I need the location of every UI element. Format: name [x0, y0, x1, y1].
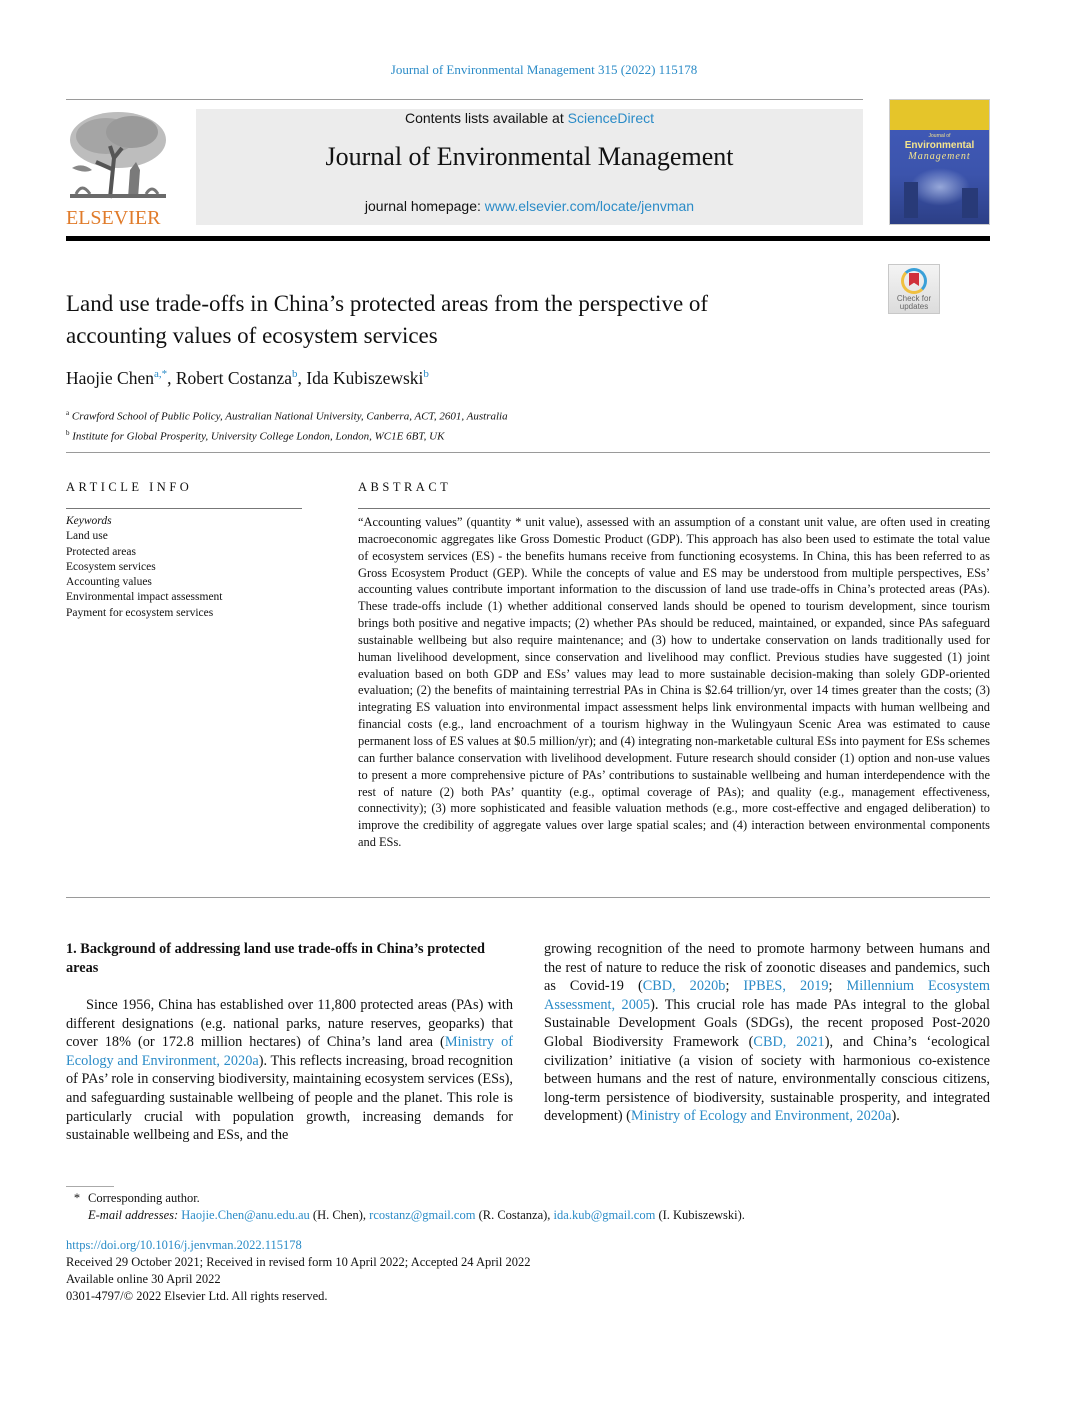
author-separator: ,	[167, 368, 176, 388]
body-text: ;	[828, 978, 847, 995]
email-owner: (R. Costanza),	[475, 1208, 554, 1222]
journal-cover-image[interactable]	[889, 99, 990, 225]
abstract-label: ABSTRACT	[358, 480, 452, 494]
keyword: Protected areas	[66, 545, 136, 558]
citation-link[interactable]: Millennium Ecosystem Assessment, 2005	[544, 978, 990, 1013]
doi-link[interactable]: https://doi.org/10.1016/j.jenvman.2022.115178	[66, 1238, 302, 1252]
homepage-prefix: journal homepage:	[364, 198, 485, 214]
abstract-text: “Accounting values” (quantity * unit value), assessed with an assumption of a constant unit value, are often used in creating macroeconomic aggregates like Gross Domestic Product (GDP). This approach has also been used to estimate the total value of ecosystem services (ES) - the benefits humans receive from functioning ecosystems. In China, this has been referred to as Gross Ecosystem Product (GEP). While the concepts of value and ES may be understood from multiple perspectives, ESs’ accounting values contribute important information to the discussion of land use trade-offs in China’s protected areas (PAs). These trade-offs include (1) whether additional conserved lands should be opened to tourism development, since tourism brings both positive and negative impacts; (2) whether PAs should be reduced, maintained, or expanded, since PAs safeguard sustainable wellbeing but also require maintenance; and (3) how to undertake conservation on lands traditionally used for human livelihood development, since conservation and livelihood may conflict. Previous studies have suggested (1) joint evaluation based on both GDP and ESs’ values may lead to more sustainable decision-making than solely GDP-oriented evaluation; (2) the benefits of maintaining terrestrial PAs in China is $2.64 trillion/yr, over 14 times greater than the costs; (3) integrating ES valuation into environmental impact assessment helps link environmental impacts with human wellbeing and financial costs (e.g., land encroachment of a tourism highway in the Wulingyaun Scenic Area was estimated to cause permanent loss of ES values at $0.5 million/yr); and (4) integrating non-marketable cultural ESs into payment for ESs schemes can further balance conservation with livelihood development. Future research should consider (1) option and non-use values to present a more comprehensive picture of PAs’ contributions to sustainable wellbeing and human interdependence with the rest of nature (2) both PAs’ quantity (e.g., optimal coverage of PAs); and quality (e.g., management effectiveness, connectivity); (3) more sophisticated and feasible valuation methods (e.g., more cost-effective and engaged deliberation) to improve the credibility of aggregate values over large spatial scales; and (4) interaction between environmental components and ESs.	[358, 515, 990, 850]
article-history: Received 29 October 2021; Received in revised form 10 April 2022; Accepted 24 April 2022	[66, 1255, 531, 1269]
keywords-heading: Keywords	[66, 515, 112, 527]
cover-line1: Journal of	[928, 133, 951, 139]
body-text: ;	[725, 978, 744, 995]
email-addresses	[66, 1207, 745, 1224]
affiliation-marker: a	[66, 409, 70, 417]
divider	[66, 99, 863, 100]
author-affiliation-marker[interactable]: a,*	[153, 368, 168, 381]
corresponding-author-note	[66, 1190, 745, 1207]
citation-link[interactable]: Ministry of Ecology and Environment, 2020a	[66, 1034, 514, 1069]
homepage-line	[196, 198, 863, 214]
cover-smoke	[910, 168, 970, 206]
footnote-marker: *	[73, 1191, 81, 1205]
keyword: Environmental impact assessment	[66, 591, 223, 604]
keywords-list	[66, 514, 223, 621]
author-name[interactable]: Haojie Chen	[66, 368, 154, 388]
article-info-label: ARTICLE INFO	[66, 480, 193, 494]
author-separator: ,	[297, 368, 307, 388]
email-link[interactable]: rcostanz@gmail.com	[369, 1208, 476, 1222]
body-text: ).	[891, 1108, 900, 1125]
keyword: Payment for ecosystem services	[66, 606, 214, 619]
affiliation-text: Institute for Global Prosperity, University College London, London, WC1E 6BT, UK	[72, 430, 445, 443]
cover-chimney	[904, 182, 918, 218]
check-updates-line2: updates	[899, 302, 929, 311]
running-head[interactable]: Journal of Environmental Management 315 (2022) 115178	[390, 62, 698, 77]
cover-chimney	[962, 188, 978, 218]
journal-title: Journal of Environmental Management	[325, 142, 734, 171]
body-text: Since 1956, China has established over 11,800 protected areas (PAs) with different designations (e.g. national parks, nature reserves, geoparks) that cover 18% (or 172.8 million hectares) of China’s land area (	[66, 997, 513, 1051]
body-text: growing recognition of the need to promote harmony between humans and the rest of nature to reduce the risk of zoonotic diseases and pandemics, such as Covid-19 (	[544, 941, 990, 995]
affiliation-marker: b	[66, 428, 70, 437]
copyright: 0301-4797/© 2022 Elsevier Ltd. All rights reserved.	[66, 1289, 328, 1303]
citation-link[interactable]: Ministry of Ecology and Environment, 2020a	[630, 1108, 892, 1125]
check-for-updates-button[interactable]	[888, 264, 940, 314]
email-link[interactable]: ida.kub@gmail.com	[553, 1208, 656, 1222]
affiliation	[66, 425, 508, 445]
divider	[66, 508, 302, 509]
elsevier-wordmark: ELSEVIER	[66, 207, 161, 229]
author-name[interactable]: Ida Kubiszewski	[306, 368, 424, 388]
body-text: ). This crucial role has made PAs integral to the global Sustainable Development Goals (SDGs), the recent proposed Post-2020 Global Biodiversity Framework (	[544, 996, 990, 1050]
footnotes	[66, 1190, 745, 1224]
affiliation	[66, 405, 508, 425]
cover-line3: Management	[908, 151, 971, 162]
publication-info	[66, 1237, 530, 1305]
divider	[358, 508, 990, 509]
footnote-text: Corresponding author.	[88, 1191, 200, 1205]
author-affiliation-marker[interactable]: b	[292, 368, 298, 381]
author-list	[66, 368, 429, 389]
elsevier-logo[interactable]	[66, 108, 174, 228]
author-affiliation-marker[interactable]: b	[423, 368, 429, 381]
title-line2: accounting values of ecosystem services	[66, 323, 438, 348]
citation-link[interactable]: CBD, 2020b	[642, 978, 726, 995]
body-column-left	[66, 940, 513, 1145]
citation-link[interactable]: IPBES, 2019	[743, 978, 829, 995]
header-thick-divider	[66, 236, 990, 241]
body-paragraph	[544, 940, 990, 1126]
email-label: E-mail addresses:	[88, 1208, 179, 1222]
section-heading: 1. Background of addressing land use trade-offs in China’s protected areas	[66, 941, 485, 976]
body-column-right	[544, 940, 990, 1126]
bookmark-ring-icon	[901, 268, 927, 294]
citation-link[interactable]: CBD, 2021	[753, 1033, 825, 1050]
body-text: ), and China’s ‘ecological civilization’ initiative (a vision of society with harmonious co-existence between humans and the rest of nature, environmentally conscious citizens, long-term persistence of biodiversity, sustainable prosperity, and integrated development) (	[544, 1033, 990, 1125]
cover-line2: Environmental	[904, 140, 975, 151]
email-link[interactable]: Haojie.Chen@anu.edu.au	[181, 1208, 310, 1222]
journal-homepage-link[interactable]: www.elsevier.com/locate/jenvman	[484, 198, 695, 214]
check-updates-line1: Check for	[896, 294, 932, 303]
body-paragraph	[66, 996, 513, 1145]
affiliation-text: Crawford School of Public Policy, Australian National University, Canberra, ACT, 2601, Australia	[71, 410, 508, 423]
title-line1: Land use trade-offs in China’s protected areas from the perspective of	[66, 291, 709, 316]
contents-line	[196, 110, 863, 126]
journal-masthead	[196, 109, 863, 225]
keyword: Ecosystem services	[66, 560, 156, 573]
sciencedirect-link[interactable]: ScienceDirect	[567, 110, 654, 126]
keyword: Accounting values	[66, 576, 152, 589]
divider	[66, 452, 990, 453]
keyword: Land use	[66, 530, 108, 543]
email-owner: (H. Chen),	[309, 1208, 370, 1222]
footnote-divider	[66, 1186, 114, 1187]
author-name[interactable]: Robert Costanza	[175, 368, 293, 388]
article-title	[66, 288, 866, 352]
contents-prefix: Contents lists available at	[404, 110, 568, 126]
body-text: ). This reflects increasing, broad recognition of PAs’ role in conserving biodiversity, maintaining ecosystem services (ESs), and safeguarding sustainable wellbeing of people and the planet. This role is particularly crucial with population growth, increasing demands for sustainable wellbeing and ESs, and the	[66, 1052, 514, 1144]
email-owner: (I. Kubiszewski).	[655, 1208, 745, 1222]
available-online: Available online 30 April 2022	[66, 1272, 221, 1286]
affiliations	[66, 405, 508, 444]
elsevier-tree-icon	[66, 108, 170, 204]
divider	[66, 897, 990, 898]
